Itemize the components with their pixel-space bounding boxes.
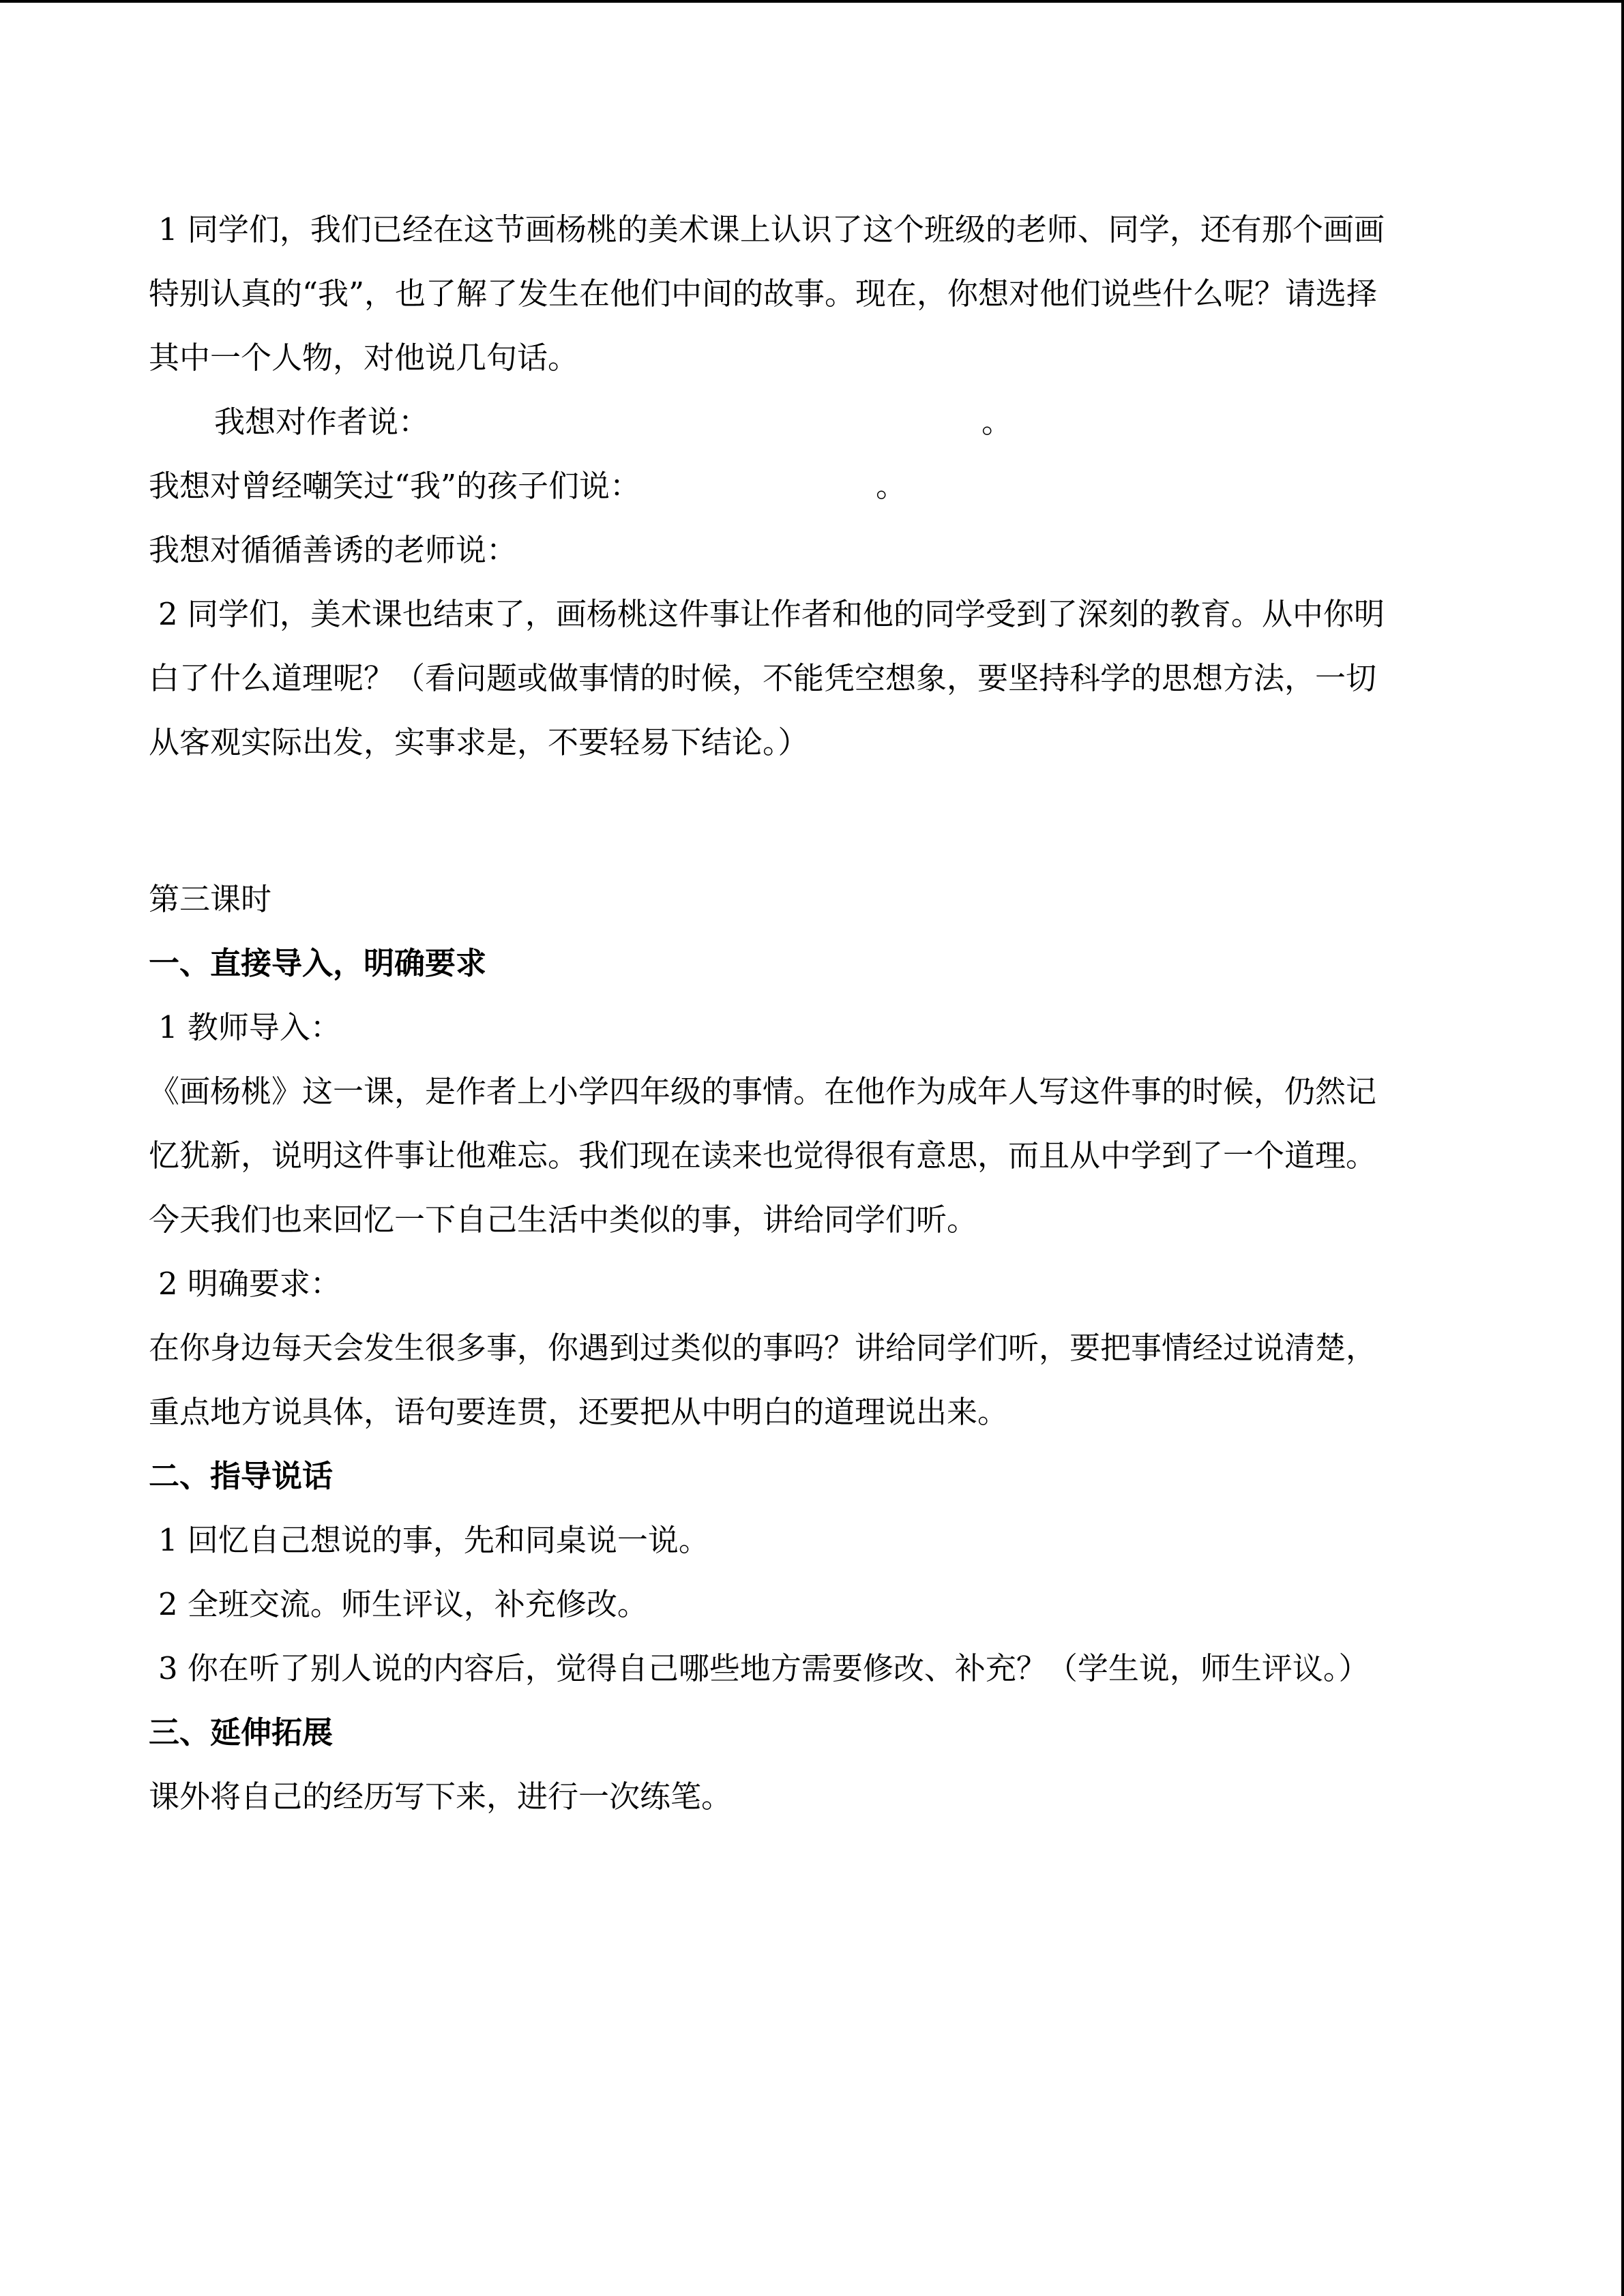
question-2-line-1: 2 同学们，美术课也结束了，画杨桃这件事让作者和他的同学受到了深刻的教育。从中你明 xyxy=(158,596,1385,632)
item-2-label: 2 明确要求： xyxy=(158,1266,341,1302)
part-2-item: 2 全班交流。师生评议，补充修改。 xyxy=(158,1586,648,1622)
question-1-line-3: 其中一个人物，对他说几句话。 xyxy=(149,340,579,376)
item-1-label: 1 教师导入： xyxy=(158,1009,341,1045)
part-2-item: 1 回忆自己想说的事，先和同桌说一说。 xyxy=(158,1522,709,1558)
fill-kids-label: 我想对曾经嘲笑过“我”的孩子们说： xyxy=(149,468,641,504)
item-1-line-2: 忆犹新，说明这件事让他难忘。我们现在读来也觉得很有意思，而且从中学到了一个道理。 xyxy=(149,1137,1377,1174)
fill-kids-line xyxy=(149,454,1486,518)
part-1-heading: 一、直接导入，明确要求 xyxy=(149,945,487,981)
fill-teacher-line: 我想对循循善诱的老师说： xyxy=(149,532,518,568)
item-2-line-2: 重点地方说具体，语句要连贯，还要把从中明白的道理说出来。 xyxy=(149,1394,1009,1430)
question-1-line-2: 特别认真的“我”，也了解了发生在他们中间的故事。现在，你想对他们说些什么呢？请选择 xyxy=(149,275,1378,312)
item-1-line-1: 《画杨桃》这一课，是作者上小学四年级的事情。在他作为成年人写这件事的时候，仍然记 xyxy=(149,1073,1377,1109)
fill-kids-end: 。 xyxy=(876,468,907,504)
fill-author-line xyxy=(149,390,1486,454)
part-2-heading: 二、指导说话 xyxy=(149,1458,334,1494)
lesson-title: 第三课时 xyxy=(149,881,272,917)
page-right-border xyxy=(1621,0,1624,2296)
section-gap xyxy=(149,775,1486,867)
page-top-border xyxy=(0,0,1624,3)
part-3-text: 课外将自己的经历写下来，进行一次练笔。 xyxy=(149,1778,733,1815)
part-2-item: 3 你在听了别人说的内容后，觉得自己哪些地方需要修改、补充？（学生说，师生评议。） xyxy=(158,1650,1370,1686)
fill-author-end: 。 xyxy=(981,404,1013,440)
question-2-line-3: 从客观实际出发，实事求是，不要轻易下结论。） xyxy=(149,724,809,760)
question-2-line-2: 白了什么道理呢？（看问题或做事情的时候，不能凭空想象，要坚持科学的思想方法，一切 xyxy=(149,660,1377,696)
fill-author-label: 我想对作者说： xyxy=(214,404,430,440)
item-1-line-3: 今天我们也来回忆一下自己生活中类似的事，讲给同学们听。 xyxy=(149,1202,978,1238)
part-3-heading: 三、延伸拓展 xyxy=(149,1714,334,1750)
item-2-line-1: 在你身边每天会发生很多事，你遇到过类似的事吗？讲给同学们听，要把事情经过说清楚， xyxy=(149,1330,1377,1366)
document-body xyxy=(149,198,1486,1829)
question-1-line-1: 1 同学们，我们已经在这节画杨桃的美术课上认识了这个班级的老师、同学，还有那个画画 xyxy=(158,211,1385,248)
